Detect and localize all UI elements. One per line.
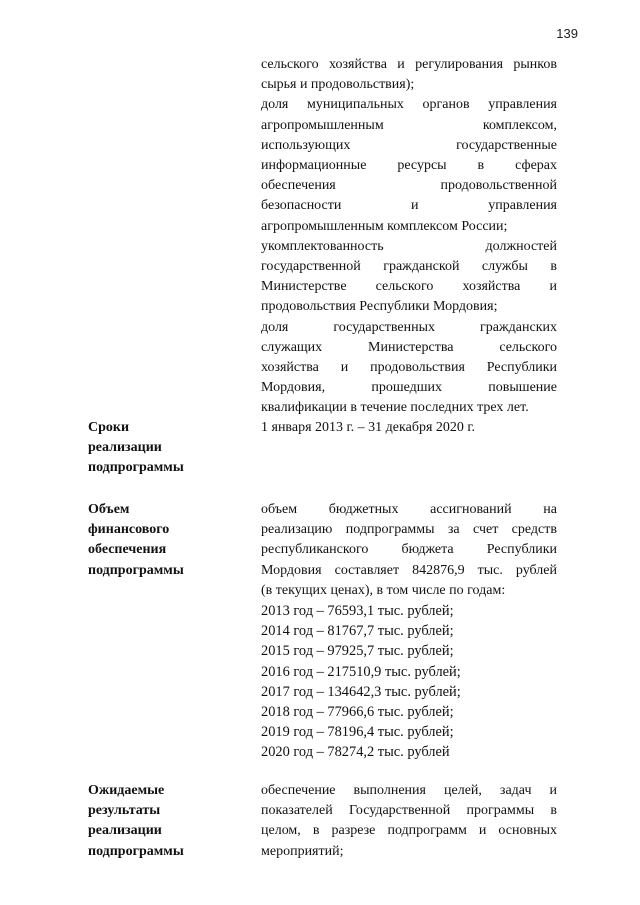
- term-value: [261, 418, 557, 438]
- term-label: [88, 418, 238, 479]
- year-amount: 2018 год – 77966,6 тыс. рублей;: [261, 704, 454, 721]
- text-line: хозяйства и продовольствия Республики: [261, 360, 557, 376]
- text-line: доля муниципальных органов управления: [261, 97, 557, 113]
- yearly-amounts-list: [261, 601, 557, 763]
- year-amount: 2019 год – 78196,4 тыс. рублей;: [261, 724, 454, 741]
- label-line: Сроки: [88, 420, 130, 435]
- text-line: Мордовия составляет 842876,9 тыс. рублей: [261, 562, 557, 578]
- text-line: объем бюджетных ассигнований на: [261, 502, 557, 517]
- label-line: подпрограммы: [88, 843, 184, 859]
- text-line: показателей Государственной программы в: [261, 803, 557, 819]
- text-line: укомплектованность должностей: [261, 238, 557, 254]
- results-label: [88, 781, 238, 862]
- text-line: Мордовия, прошедших повышение: [261, 380, 557, 396]
- text-line: обеспечение выполнения целей, задач и: [261, 783, 557, 798]
- label-line: Объем: [88, 502, 130, 517]
- year-amount: 2017 год – 134642,3 тыс. рублей;: [261, 683, 461, 700]
- label-line: реализации: [88, 823, 162, 839]
- finance-label: [88, 500, 238, 581]
- text-line: государственной гражданской службы в: [261, 259, 557, 275]
- label-line: финансового: [88, 522, 170, 538]
- results-text: [261, 781, 557, 862]
- finance-text: [261, 500, 557, 763]
- label-line: результаты: [88, 803, 161, 819]
- text-line: служащих Министерства сельского: [261, 339, 557, 355]
- text-line: реализацию подпрограммы за счет средств: [261, 522, 557, 538]
- text-line: целом, в разрезе подпрограмм и основных: [261, 823, 557, 839]
- text-line: республиканского бюджета Республики: [261, 542, 557, 558]
- year-amount: 2020 год – 78274,2 тыс. рублей: [261, 744, 450, 761]
- text-line: обеспечения продовольственной: [261, 178, 557, 194]
- indicators-continuation: [261, 55, 557, 419]
- text-line: мероприятий;: [261, 843, 344, 859]
- text-line: 1 января 2013 г. – 31 декабря 2020 г.: [261, 420, 476, 435]
- text-line: агропромышленным комплексом России;: [261, 218, 508, 234]
- page-number: 139: [556, 26, 578, 41]
- text-line: агропромышленным комплексом,: [261, 117, 557, 133]
- label-line: Ожидаемые: [88, 783, 165, 798]
- label-line: подпрограммы: [88, 460, 184, 476]
- text-line: безопасности и управления: [261, 198, 557, 214]
- text-line: квалификации в течение последних трех лет.: [261, 400, 529, 416]
- text-line: сырья и продовольствия);: [261, 77, 415, 93]
- text-line: продовольствия Республики Мордовия;: [261, 299, 498, 315]
- text-line: Министерстве сельского хозяйства и: [261, 279, 557, 295]
- year-amount: 2014 год – 81767,7 тыс. рублей;: [261, 623, 454, 640]
- label-line: подпрограммы: [88, 562, 184, 578]
- text-line: информационные ресурсы в сферах: [261, 158, 557, 174]
- year-amount: 2016 год – 217510,9 тыс. рублей;: [261, 663, 461, 680]
- text-line: (в текущих ценах), в том числе по годам:: [261, 582, 506, 598]
- text-line: доля государственных гражданских: [261, 319, 557, 335]
- year-amount: 2015 год – 97925,7 тыс. рублей;: [261, 643, 454, 660]
- year-amount: 2013 год – 76593,1 тыс. рублей;: [261, 603, 454, 620]
- label-line: реализации: [88, 440, 162, 456]
- label-line: обеспечения: [88, 542, 167, 558]
- text-line: сельского хозяйства и регулирования рынков: [261, 57, 557, 72]
- text-line: использующих государственные: [261, 137, 557, 153]
